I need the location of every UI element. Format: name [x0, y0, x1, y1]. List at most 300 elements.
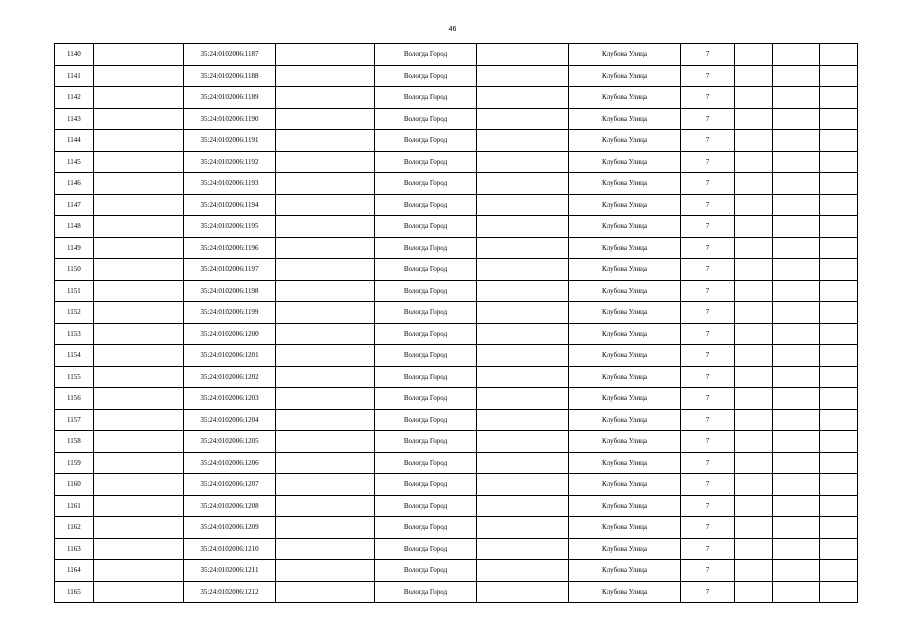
- cell-row-number: 1146: [55, 173, 94, 195]
- cell-empty: [773, 87, 820, 109]
- cell-empty: [735, 345, 773, 367]
- cell-empty: [820, 538, 858, 560]
- cell-empty: [735, 108, 773, 130]
- cell-empty: [94, 65, 184, 87]
- cell-empty: [820, 130, 858, 152]
- cell-street: Клубова Улица: [569, 194, 681, 216]
- cell-empty: [735, 431, 773, 453]
- table-row: [55, 237, 858, 259]
- cell-city: Вологда Город: [375, 87, 477, 109]
- cell-house-number: 7: [681, 581, 735, 603]
- cell-street: Клубова Улица: [569, 130, 681, 152]
- cell-house-number: 7: [681, 474, 735, 496]
- cell-city: Вологда Город: [375, 366, 477, 388]
- cell-empty: [735, 323, 773, 345]
- table-row: [55, 388, 858, 410]
- cell-empty: [773, 173, 820, 195]
- cell-empty: [276, 280, 375, 302]
- table-row: [55, 538, 858, 560]
- table-row: [55, 366, 858, 388]
- cell-city: Вологда Город: [375, 194, 477, 216]
- cell-cadastral-number: 35:24:0102006:1199: [184, 302, 276, 324]
- cell-empty: [276, 495, 375, 517]
- cell-empty: [735, 302, 773, 324]
- cell-city: Вологда Город: [375, 216, 477, 238]
- cell-house-number: 7: [681, 108, 735, 130]
- cell-street: Клубова Улица: [569, 452, 681, 474]
- cell-street: Клубова Улица: [569, 259, 681, 281]
- cell-empty: [735, 495, 773, 517]
- cell-street: Клубова Улица: [569, 65, 681, 87]
- cell-city: Вологда Город: [375, 323, 477, 345]
- cell-empty: [773, 216, 820, 238]
- cell-house-number: 7: [681, 151, 735, 173]
- cell-empty: [773, 280, 820, 302]
- cell-cadastral-number: 35:24:0102006:1212: [184, 581, 276, 603]
- cell-cadastral-number: 35:24:0102006:1191: [184, 130, 276, 152]
- cell-empty: [820, 216, 858, 238]
- cell-empty: [773, 44, 820, 66]
- cell-empty: [276, 194, 375, 216]
- cell-empty: [773, 538, 820, 560]
- cell-empty: [820, 388, 858, 410]
- cell-empty: [820, 560, 858, 582]
- cell-house-number: 7: [681, 409, 735, 431]
- table-row: [55, 302, 858, 324]
- cell-empty: [94, 474, 184, 496]
- cell-cadastral-number: 35:24:0102006:1189: [184, 87, 276, 109]
- cell-house-number: 7: [681, 237, 735, 259]
- cell-empty: [735, 581, 773, 603]
- cell-city: Вологда Город: [375, 65, 477, 87]
- cell-empty: [477, 474, 569, 496]
- cell-city: Вологда Город: [375, 44, 477, 66]
- cell-empty: [477, 44, 569, 66]
- cell-house-number: 7: [681, 495, 735, 517]
- cell-empty: [477, 216, 569, 238]
- cell-city: Вологда Город: [375, 259, 477, 281]
- cell-house-number: 7: [681, 65, 735, 87]
- cell-empty: [735, 65, 773, 87]
- table-row: [55, 345, 858, 367]
- cell-city: Вологда Город: [375, 173, 477, 195]
- cell-cadastral-number: 35:24:0102006:1204: [184, 409, 276, 431]
- cell-empty: [735, 560, 773, 582]
- cell-empty: [94, 538, 184, 560]
- cell-empty: [477, 302, 569, 324]
- cell-empty: [276, 538, 375, 560]
- cell-empty: [94, 560, 184, 582]
- cell-city: Вологда Город: [375, 302, 477, 324]
- cell-cadastral-number: 35:24:0102006:1211: [184, 560, 276, 582]
- cell-row-number: 1154: [55, 345, 94, 367]
- cell-empty: [735, 538, 773, 560]
- cell-empty: [735, 130, 773, 152]
- cell-city: Вологда Город: [375, 581, 477, 603]
- cell-empty: [276, 366, 375, 388]
- table-row: [55, 259, 858, 281]
- cell-empty: [773, 388, 820, 410]
- cell-city: Вологда Город: [375, 130, 477, 152]
- cell-empty: [94, 517, 184, 539]
- cell-empty: [735, 388, 773, 410]
- cell-empty: [276, 87, 375, 109]
- cell-empty: [773, 452, 820, 474]
- cell-street: Клубова Улица: [569, 345, 681, 367]
- cell-empty: [773, 366, 820, 388]
- cell-row-number: 1155: [55, 366, 94, 388]
- cell-city: Вологда Город: [375, 474, 477, 496]
- cell-empty: [477, 87, 569, 109]
- cell-empty: [773, 323, 820, 345]
- cell-empty: [94, 366, 184, 388]
- cell-cadastral-number: 35:24:0102006:1205: [184, 431, 276, 453]
- cell-empty: [820, 323, 858, 345]
- cell-empty: [820, 108, 858, 130]
- page-number: 46: [448, 26, 457, 33]
- cell-empty: [94, 194, 184, 216]
- cell-empty: [820, 495, 858, 517]
- cell-city: Вологда Город: [375, 560, 477, 582]
- cell-empty: [276, 409, 375, 431]
- table-row: [55, 560, 858, 582]
- cell-empty: [773, 495, 820, 517]
- cell-empty: [735, 87, 773, 109]
- cell-street: Клубова Улица: [569, 216, 681, 238]
- cell-empty: [276, 517, 375, 539]
- cell-house-number: 7: [681, 44, 735, 66]
- cell-city: Вологда Город: [375, 280, 477, 302]
- cell-empty: [735, 280, 773, 302]
- cell-empty: [94, 108, 184, 130]
- cell-empty: [94, 44, 184, 66]
- cell-street: Клубова Улица: [569, 538, 681, 560]
- table-row: [55, 474, 858, 496]
- cell-empty: [820, 173, 858, 195]
- table-row: [55, 130, 858, 152]
- cell-empty: [477, 538, 569, 560]
- cell-house-number: 7: [681, 280, 735, 302]
- cell-row-number: 1164: [55, 560, 94, 582]
- cell-row-number: 1147: [55, 194, 94, 216]
- cell-cadastral-number: 35:24:0102006:1198: [184, 280, 276, 302]
- cell-empty: [735, 452, 773, 474]
- table-row: [55, 431, 858, 453]
- cell-cadastral-number: 35:24:0102006:1210: [184, 538, 276, 560]
- cell-street: Клубова Улица: [569, 495, 681, 517]
- cell-empty: [477, 259, 569, 281]
- cell-empty: [477, 495, 569, 517]
- cell-empty: [735, 44, 773, 66]
- cell-row-number: 1151: [55, 280, 94, 302]
- cell-empty: [820, 87, 858, 109]
- cell-city: Вологда Город: [375, 237, 477, 259]
- cell-row-number: 1165: [55, 581, 94, 603]
- cell-city: Вологда Город: [375, 538, 477, 560]
- cell-empty: [276, 65, 375, 87]
- cell-empty: [94, 151, 184, 173]
- cell-empty: [820, 280, 858, 302]
- cell-street: Клубова Улица: [569, 237, 681, 259]
- cell-empty: [276, 452, 375, 474]
- cell-street: Клубова Улица: [569, 366, 681, 388]
- cell-cadastral-number: 35:24:0102006:1197: [184, 259, 276, 281]
- cell-empty: [94, 216, 184, 238]
- cell-street: Клубова Улица: [569, 173, 681, 195]
- cell-cadastral-number: 35:24:0102006:1207: [184, 474, 276, 496]
- cell-empty: [820, 259, 858, 281]
- cell-city: Вологда Город: [375, 388, 477, 410]
- cell-row-number: 1153: [55, 323, 94, 345]
- cell-city: Вологда Город: [375, 452, 477, 474]
- table-row: [55, 87, 858, 109]
- cell-empty: [94, 237, 184, 259]
- cell-house-number: 7: [681, 87, 735, 109]
- cell-empty: [477, 431, 569, 453]
- cell-city: Вологда Город: [375, 495, 477, 517]
- cell-house-number: 7: [681, 560, 735, 582]
- cell-empty: [94, 173, 184, 195]
- cell-house-number: 7: [681, 216, 735, 238]
- cell-empty: [820, 366, 858, 388]
- cell-row-number: 1140: [55, 44, 94, 66]
- cell-empty: [477, 130, 569, 152]
- cell-empty: [477, 517, 569, 539]
- cell-cadastral-number: 35:24:0102006:1190: [184, 108, 276, 130]
- cell-row-number: 1159: [55, 452, 94, 474]
- cell-row-number: 1156: [55, 388, 94, 410]
- cell-cadastral-number: 35:24:0102006:1202: [184, 366, 276, 388]
- cell-empty: [773, 108, 820, 130]
- cell-empty: [477, 581, 569, 603]
- cell-empty: [477, 452, 569, 474]
- cell-empty: [477, 108, 569, 130]
- cell-city: Вологда Город: [375, 409, 477, 431]
- cell-empty: [820, 431, 858, 453]
- cell-empty: [773, 581, 820, 603]
- cell-street: Клубова Улица: [569, 302, 681, 324]
- cell-empty: [773, 130, 820, 152]
- cell-empty: [276, 560, 375, 582]
- cell-empty: [477, 65, 569, 87]
- cell-empty: [94, 388, 184, 410]
- cell-row-number: 1152: [55, 302, 94, 324]
- cell-empty: [276, 302, 375, 324]
- cell-house-number: 7: [681, 302, 735, 324]
- cell-empty: [773, 345, 820, 367]
- cell-empty: [773, 409, 820, 431]
- cell-cadastral-number: 35:24:0102006:1203: [184, 388, 276, 410]
- cell-cadastral-number: 35:24:0102006:1195: [184, 216, 276, 238]
- cell-row-number: 1158: [55, 431, 94, 453]
- cell-empty: [94, 130, 184, 152]
- cell-empty: [276, 259, 375, 281]
- cell-empty: [94, 302, 184, 324]
- cell-empty: [820, 517, 858, 539]
- cell-empty: [773, 560, 820, 582]
- cell-house-number: 7: [681, 323, 735, 345]
- cell-cadastral-number: 35:24:0102006:1187: [184, 44, 276, 66]
- cell-empty: [94, 259, 184, 281]
- cell-row-number: 1157: [55, 409, 94, 431]
- cell-empty: [477, 345, 569, 367]
- cell-empty: [276, 431, 375, 453]
- cell-street: Клубова Улица: [569, 280, 681, 302]
- cell-street: Клубова Улица: [569, 151, 681, 173]
- table-row: [55, 452, 858, 474]
- cell-cadastral-number: 35:24:0102006:1193: [184, 173, 276, 195]
- cell-empty: [477, 323, 569, 345]
- table-row: [55, 581, 858, 603]
- cell-empty: [276, 173, 375, 195]
- cell-house-number: 7: [681, 452, 735, 474]
- cell-empty: [735, 409, 773, 431]
- cell-empty: [735, 173, 773, 195]
- cell-empty: [477, 409, 569, 431]
- cell-row-number: 1163: [55, 538, 94, 560]
- cell-house-number: 7: [681, 345, 735, 367]
- cell-house-number: 7: [681, 130, 735, 152]
- cell-cadastral-number: 35:24:0102006:1188: [184, 65, 276, 87]
- cell-empty: [820, 345, 858, 367]
- cell-cadastral-number: 35:24:0102006:1201: [184, 345, 276, 367]
- cell-empty: [820, 452, 858, 474]
- cell-row-number: 1161: [55, 495, 94, 517]
- cell-empty: [773, 517, 820, 539]
- cell-empty: [94, 409, 184, 431]
- cell-empty: [477, 173, 569, 195]
- cell-cadastral-number: 35:24:0102006:1196: [184, 237, 276, 259]
- cell-empty: [773, 151, 820, 173]
- cell-empty: [276, 474, 375, 496]
- cell-empty: [477, 237, 569, 259]
- cell-empty: [477, 560, 569, 582]
- cell-cadastral-number: 35:24:0102006:1192: [184, 151, 276, 173]
- cell-city: Вологда Город: [375, 517, 477, 539]
- cell-row-number: 1160: [55, 474, 94, 496]
- table-row: [55, 173, 858, 195]
- cell-empty: [820, 302, 858, 324]
- cell-empty: [773, 194, 820, 216]
- cell-empty: [735, 517, 773, 539]
- cell-row-number: 1143: [55, 108, 94, 130]
- cell-empty: [820, 409, 858, 431]
- cell-empty: [820, 44, 858, 66]
- cell-empty: [735, 259, 773, 281]
- cell-empty: [477, 388, 569, 410]
- table-row: [55, 151, 858, 173]
- table-row: [55, 323, 858, 345]
- cell-street: Клубова Улица: [569, 474, 681, 496]
- cell-empty: [735, 194, 773, 216]
- cell-empty: [276, 581, 375, 603]
- cell-empty: [735, 474, 773, 496]
- table-row: [55, 44, 858, 66]
- cell-empty: [94, 452, 184, 474]
- cell-street: Клубова Улица: [569, 323, 681, 345]
- cell-row-number: 1148: [55, 216, 94, 238]
- cell-empty: [773, 237, 820, 259]
- cell-empty: [735, 366, 773, 388]
- cell-empty: [477, 151, 569, 173]
- cell-empty: [773, 65, 820, 87]
- cell-city: Вологда Город: [375, 431, 477, 453]
- table-row: [55, 108, 858, 130]
- cell-empty: [94, 323, 184, 345]
- cell-street: Клубова Улица: [569, 560, 681, 582]
- cell-house-number: 7: [681, 366, 735, 388]
- cell-city: Вологда Город: [375, 108, 477, 130]
- cell-house-number: 7: [681, 431, 735, 453]
- table-row: [55, 216, 858, 238]
- table-row: [55, 409, 858, 431]
- cell-street: Клубова Улица: [569, 87, 681, 109]
- table-row: [55, 495, 858, 517]
- cell-empty: [276, 237, 375, 259]
- cell-row-number: 1141: [55, 65, 94, 87]
- cell-empty: [94, 581, 184, 603]
- cell-empty: [276, 44, 375, 66]
- cell-cadastral-number: 35:24:0102006:1209: [184, 517, 276, 539]
- table-row: [55, 65, 858, 87]
- cell-house-number: 7: [681, 388, 735, 410]
- cell-row-number: 1150: [55, 259, 94, 281]
- cell-empty: [773, 302, 820, 324]
- cell-empty: [94, 280, 184, 302]
- cell-street: Клубова Улица: [569, 409, 681, 431]
- cell-street: Клубова Улица: [569, 44, 681, 66]
- cell-street: Клубова Улица: [569, 431, 681, 453]
- cell-empty: [477, 280, 569, 302]
- registry-table-body: [55, 44, 858, 603]
- cell-house-number: 7: [681, 259, 735, 281]
- cell-row-number: 1142: [55, 87, 94, 109]
- cell-street: Клубова Улица: [569, 388, 681, 410]
- cell-house-number: 7: [681, 538, 735, 560]
- cell-empty: [477, 366, 569, 388]
- cell-cadastral-number: 35:24:0102006:1200: [184, 323, 276, 345]
- cell-cadastral-number: 35:24:0102006:1208: [184, 495, 276, 517]
- cell-empty: [276, 216, 375, 238]
- cell-empty: [276, 323, 375, 345]
- cell-empty: [477, 194, 569, 216]
- cell-empty: [276, 108, 375, 130]
- cell-row-number: 1145: [55, 151, 94, 173]
- cell-empty: [735, 216, 773, 238]
- cell-empty: [820, 151, 858, 173]
- cell-empty: [276, 130, 375, 152]
- registry-table: [54, 43, 858, 603]
- cell-empty: [820, 474, 858, 496]
- cell-empty: [94, 495, 184, 517]
- cell-street: Клубова Улица: [569, 581, 681, 603]
- cell-empty: [735, 237, 773, 259]
- cell-empty: [820, 65, 858, 87]
- cell-cadastral-number: 35:24:0102006:1206: [184, 452, 276, 474]
- cell-empty: [773, 474, 820, 496]
- cell-house-number: 7: [681, 173, 735, 195]
- cell-empty: [773, 259, 820, 281]
- table-row: [55, 517, 858, 539]
- cell-empty: [773, 431, 820, 453]
- cell-empty: [94, 345, 184, 367]
- cell-row-number: 1162: [55, 517, 94, 539]
- cell-city: Вологда Город: [375, 345, 477, 367]
- cell-empty: [735, 151, 773, 173]
- cell-empty: [820, 237, 858, 259]
- cell-house-number: 7: [681, 517, 735, 539]
- cell-empty: [820, 581, 858, 603]
